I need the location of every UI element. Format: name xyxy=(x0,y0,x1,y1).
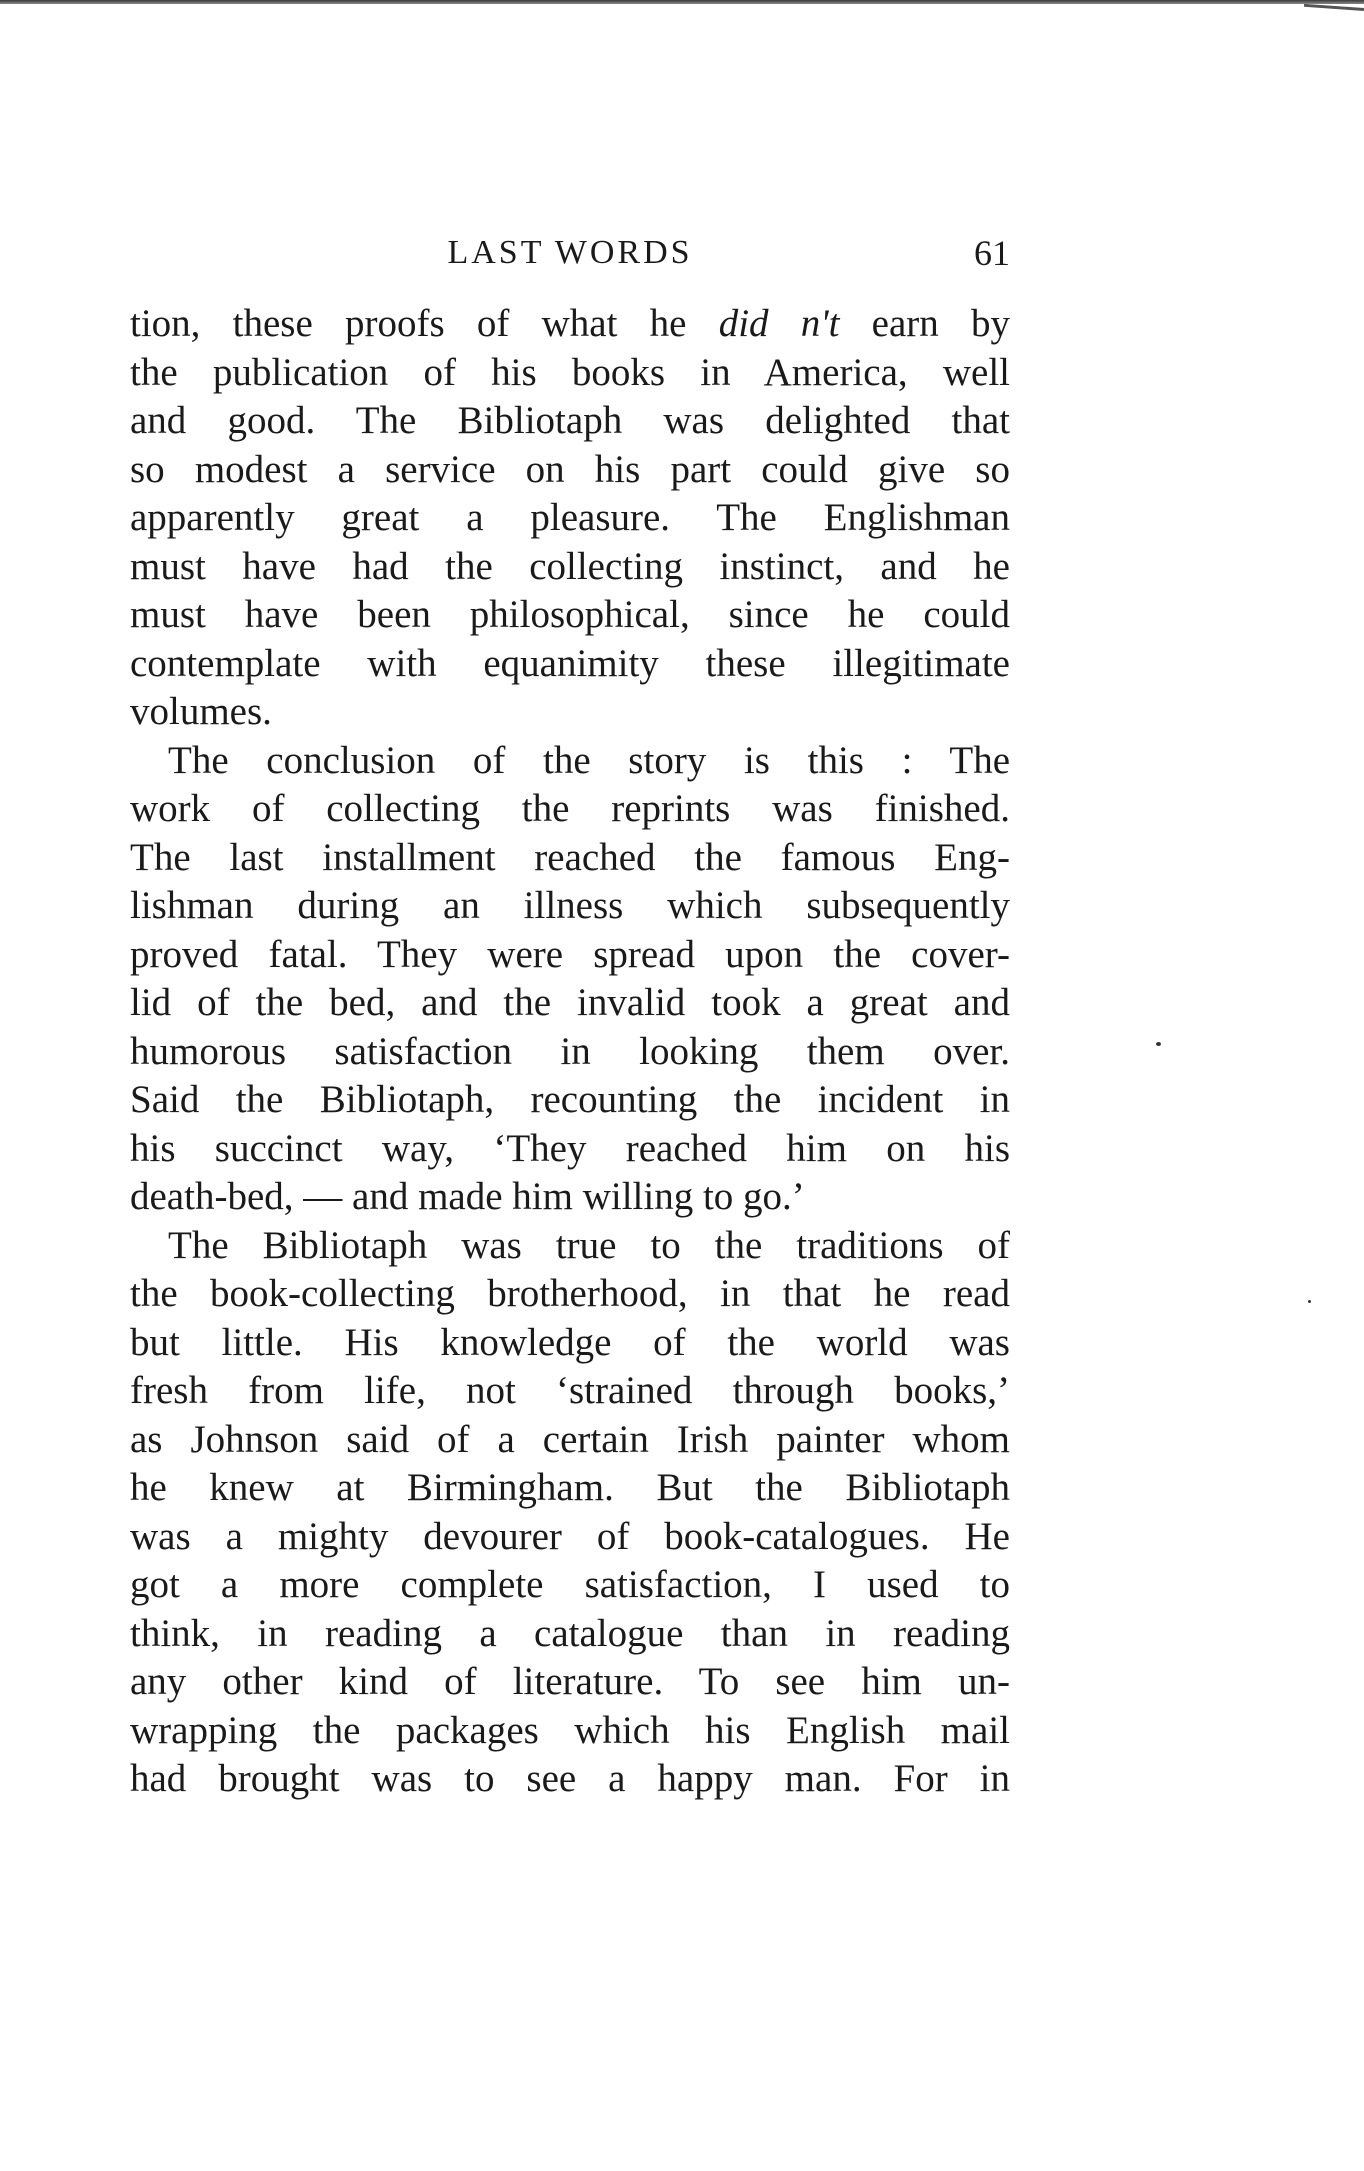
text-line xyxy=(130,397,1010,446)
line-text: lid of the bed, and the invalid took a great and xyxy=(130,981,1010,1024)
paragraph xyxy=(130,737,1010,1222)
scan-speck xyxy=(1308,1300,1311,1303)
text-line xyxy=(130,300,1010,349)
text-line xyxy=(130,1513,1010,1562)
line-text: any other kind of literature. To see him un- xyxy=(130,1660,1010,1703)
text-line xyxy=(130,1319,1010,1368)
line-text: got a more complete satisfaction, I used to xyxy=(130,1563,1010,1606)
line-text: think, in reading a catalogue than in reading xyxy=(130,1611,1010,1655)
text-line xyxy=(130,834,1010,883)
text-line xyxy=(130,1270,1010,1319)
text-line xyxy=(130,1028,1010,1077)
text-line xyxy=(130,591,1010,640)
text-line xyxy=(130,494,1010,543)
text-line xyxy=(130,446,1010,495)
line-text: fresh from life, not ‘strained through books,’ xyxy=(130,1369,1010,1412)
text-line xyxy=(130,1367,1010,1416)
text-line xyxy=(130,1173,1010,1222)
line-text: the publication of his books in America, well xyxy=(130,350,1010,394)
paragraph xyxy=(130,1222,1010,1804)
line-text: must have had the collecting instinct, and he xyxy=(130,544,1010,588)
text-line xyxy=(130,1707,1010,1756)
text-line xyxy=(130,1076,1010,1125)
line-text: must have been philosophical, since he could xyxy=(130,593,1010,636)
text-line xyxy=(130,882,1010,931)
line-text: so modest a service on his part could give so xyxy=(130,447,1010,491)
text-line xyxy=(130,349,1010,398)
text-line xyxy=(130,1561,1010,1610)
line-text: humorous satisfaction in looking them over. xyxy=(130,1029,1010,1073)
line-text: and good. The Bibliotaph was delighted that xyxy=(130,399,1010,442)
line-text: was a mighty devourer of book-catalogues. He xyxy=(130,1514,1010,1558)
text-line xyxy=(130,1416,1010,1465)
top-scan-rule-tail xyxy=(1304,4,1364,11)
line-text: The last installment reached the famous Eng- xyxy=(130,835,1010,879)
text-line xyxy=(130,688,1010,737)
text-line xyxy=(130,979,1010,1028)
line-text: The conclusion of the story is this : The xyxy=(168,738,1010,782)
line-text: work of collecting the reprints was finished. xyxy=(130,787,1010,830)
line-text: his succinct way, ‘They reached him on his xyxy=(130,1126,1010,1170)
line-text: lishman during an illness which subsequently xyxy=(130,884,1010,927)
line-text: The Bibliotaph was true to the traditions of xyxy=(168,1223,1010,1267)
text-line xyxy=(130,1125,1010,1174)
line-text: but little. His knowledge of the world was xyxy=(130,1320,1010,1364)
scan-speck xyxy=(1156,1042,1161,1046)
running-title: LAST WORDS xyxy=(447,234,693,271)
line-text: apparently great a pleasure. The Englishman xyxy=(130,496,1010,539)
line-text: as Johnson said of a certain Irish painter whom xyxy=(130,1417,1010,1461)
line-text: volumes. xyxy=(130,690,272,733)
line-text: Said the Bibliotaph, recounting the incident in xyxy=(130,1078,1010,1121)
text-line xyxy=(130,785,1010,834)
line-text: contemplate with equanimity these illegitimate xyxy=(130,641,1010,685)
italic-word: did n't xyxy=(718,302,840,345)
text-line xyxy=(130,640,1010,689)
top-scan-rule xyxy=(0,0,1364,4)
text-line xyxy=(130,1755,1010,1804)
text-line xyxy=(130,1658,1010,1707)
text-line xyxy=(130,737,1010,786)
line-text: the book-collecting brotherhood, in that he read xyxy=(130,1272,1010,1315)
line-text: proved fatal. They were spread upon the cover- xyxy=(130,932,1010,976)
paragraph xyxy=(130,300,1010,737)
text-line xyxy=(130,1464,1010,1513)
text-line xyxy=(130,1222,1010,1271)
line-text: he knew at Birmingham. But the Bibliotaph xyxy=(130,1466,1010,1509)
text-line xyxy=(130,931,1010,980)
line-text: earn by xyxy=(839,302,1010,345)
line-text: wrapping the packages which his English mail xyxy=(130,1708,1010,1752)
page-number: 61 xyxy=(974,233,1010,273)
line-text: death-bed, — and made him willing to go.’ xyxy=(130,1175,805,1218)
running-head xyxy=(130,228,1010,278)
line-text: tion, these proofs of what he xyxy=(130,302,719,345)
text-line xyxy=(130,1610,1010,1659)
body-text xyxy=(130,300,1010,1804)
text-line xyxy=(130,543,1010,592)
line-text: had brought was to see a happy man. For in xyxy=(130,1757,1010,1800)
